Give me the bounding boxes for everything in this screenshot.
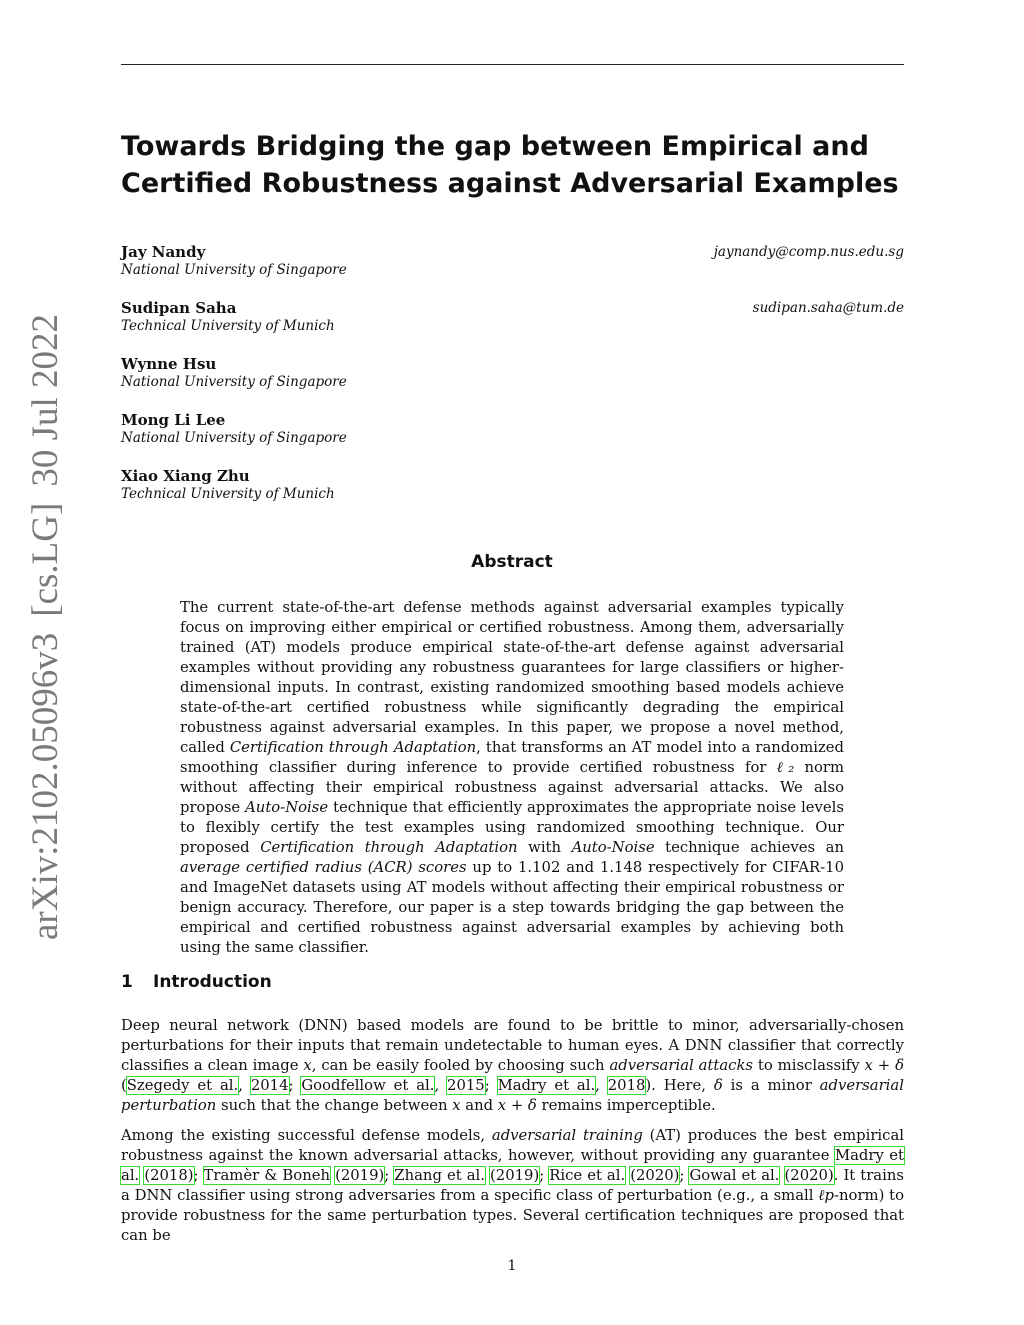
math-symbol: ℓp	[818, 1187, 835, 1204]
citation-link[interactable]: Zhang et al.	[394, 1167, 485, 1184]
intro-paragraph	[121, 1016, 904, 1116]
citation-link[interactable]: Tramèr & Boneh	[203, 1167, 331, 1184]
section-number: 1	[121, 972, 133, 992]
math-symbol: δ	[713, 1077, 723, 1094]
intro-paragraph	[121, 1126, 904, 1246]
math-symbol: x + δ	[864, 1057, 904, 1074]
emphasis: adversarial attacks	[609, 1057, 754, 1074]
citation-link[interactable]: 2015	[447, 1077, 485, 1094]
math-symbol: ℓ₂	[776, 759, 795, 776]
arxiv-sidebar-stamp	[24, 313, 68, 940]
section-heading	[121, 972, 272, 992]
body-text: ;	[288, 1077, 302, 1094]
citation-link[interactable]: 2018	[607, 1077, 646, 1094]
author-name: Jay Nandy	[121, 243, 206, 261]
body-text: -norm) to provide robustness for the same perturbation types. Several certification techniques are proposed that can be	[121, 1187, 905, 1244]
body-text: ;	[539, 1167, 550, 1184]
citation-link[interactable]: Madry et al.	[121, 1147, 904, 1184]
author-block	[121, 243, 904, 283]
author-block	[121, 355, 904, 395]
author-affiliation: Technical University of Munich	[121, 486, 335, 502]
emphasis: adversarial perturbation	[121, 1077, 904, 1114]
arxiv-id: arXiv:2102.05096v3	[25, 632, 66, 940]
author-email[interactable]: sudipan.saha@tum.de	[752, 300, 904, 316]
abstract-emphasis: average certified radius (ACR) scores	[180, 859, 467, 876]
citation-link[interactable]: (2019)	[490, 1167, 540, 1184]
body-text: Deep neural network (DNN) based models are found to be brittle to minor, adversarially-chosen perturbations for their inputs that remain undetectable to human eyes. A DNN classifier that correctly classifies a clean image	[121, 1017, 904, 1074]
arxiv-date: 30 Jul 2022	[25, 313, 66, 487]
body-text: is a minor	[722, 1077, 820, 1094]
body-text: ,	[238, 1077, 251, 1094]
author-affiliation: National University of Singapore	[121, 430, 347, 446]
citation-link[interactable]: 2014	[250, 1077, 289, 1094]
body-text: , can be easily fooled by choosing such	[311, 1057, 610, 1074]
author-name: Sudipan Saha	[121, 299, 237, 317]
citation-link[interactable]: Rice et al.	[549, 1167, 626, 1184]
citation-link[interactable]: (2020)	[784, 1167, 834, 1184]
author-affiliation: Technical University of Munich	[121, 318, 335, 334]
author-email[interactable]: jaynandy@comp.nus.edu.sg	[713, 244, 904, 260]
header-rule	[121, 64, 904, 65]
citation-link[interactable]: Goodfellow et al.	[301, 1077, 435, 1094]
abstract-emphasis: Certification through Adaptation	[229, 739, 477, 756]
math-symbol: x + δ	[497, 1097, 537, 1114]
section-title: Introduction	[153, 972, 272, 992]
body-text: and	[460, 1097, 498, 1114]
body-text: ;	[384, 1167, 395, 1184]
abstract-text: technique that efficiently approximates the appropriate noise levels to flexibly certify the test examples using randomized smoothing technique. Our proposed	[180, 799, 844, 856]
author-affiliation: National University of Singapore	[121, 262, 347, 278]
body-text: ,	[595, 1077, 608, 1094]
body-text: ,	[434, 1077, 448, 1094]
arxiv-category: [cs.LG]	[25, 502, 66, 617]
body-text: . It trains a DNN classifier using strong adversaries from a specific class of perturbation (e.g., a small	[121, 1167, 904, 1204]
abstract-text: with	[517, 839, 572, 856]
emphasis: adversarial training	[491, 1127, 643, 1144]
body-text: remains imperceptible.	[536, 1097, 716, 1114]
abstract-emphasis: Certification through Adaptation	[260, 839, 518, 856]
body-text: ;	[679, 1167, 690, 1184]
body-text: such that the change between	[216, 1097, 453, 1114]
paper-title: Towards Bridging the gap between Empirical and Certified Robustness against Adversarial Examples	[121, 131, 899, 199]
abstract-body	[180, 598, 844, 958]
body-text: Among the existing successful defense models,	[121, 1127, 492, 1144]
citation-link[interactable]: (2020)	[630, 1167, 680, 1184]
abstract-text: The current state-of-the-art defense methods against adversarial examples typically focus on improving either empirical or certified robustness. Among them, adversarially trained (AT) models produce empirical state-of-the-art defense against adversarial examples without providing any robustness guarantees for large classifiers or higher-dimensional inputs. In contrast, existing randomized smoothing based models achieve state-of-the-art certified robustness while significantly degrading the empirical robustness against adversarial examples. In this paper, we propose a novel method, called	[180, 599, 844, 756]
abstract-text: , that transforms an AT model into a randomized smoothing classifier during inference to provide certified robustness for	[180, 739, 844, 776]
citation-link[interactable]: Gowal et al.	[689, 1167, 780, 1184]
author-affiliation: National University of Singapore	[121, 374, 347, 390]
abstract-emphasis: Auto-Noise	[245, 799, 329, 816]
author-name: Xiao Xiang Zhu	[121, 467, 250, 485]
body-text: ;	[484, 1077, 498, 1094]
author-name: Mong Li Lee	[121, 411, 226, 429]
author-name: Wynne Hsu	[121, 355, 217, 373]
body-text: (AT) produces the best empirical robustness against the known adversarial attacks, however, without providing any guarantee	[121, 1127, 904, 1164]
author-block	[121, 411, 904, 451]
body-text: to misclassify	[753, 1057, 865, 1074]
author-block	[121, 299, 904, 339]
abstract-text: up to 1.102 and 1.148 respectively for CIFAR-10 and ImageNet datasets using AT models without affecting their empirical robustness or benign accuracy. Therefore, our paper is a step towards bridging the gap between the empirical and certified robustness against adversarial examples by achieving both using the same classifier.	[180, 859, 844, 956]
citation-link[interactable]: Madry et al.	[497, 1077, 596, 1094]
math-symbol: x	[452, 1097, 461, 1114]
body-text: ;	[193, 1167, 204, 1184]
abstract-emphasis: Auto-Noise	[571, 839, 655, 856]
math-symbol: x	[303, 1057, 312, 1074]
abstract-heading: Abstract	[471, 552, 553, 572]
citation-link[interactable]: Szegedy et al.	[126, 1077, 239, 1094]
page-number: 1	[507, 1258, 517, 1274]
author-block	[121, 467, 904, 507]
body-text: (	[121, 1077, 127, 1094]
abstract-text: technique achieves an	[654, 839, 844, 856]
abstract-text: norm without affecting their empirical robustness against adversarial attacks. We also propose	[180, 759, 844, 816]
body-text: ). Here,	[645, 1077, 714, 1094]
citation-link[interactable]: (2019)	[335, 1167, 385, 1184]
citation-link[interactable]: (2018)	[144, 1167, 194, 1184]
